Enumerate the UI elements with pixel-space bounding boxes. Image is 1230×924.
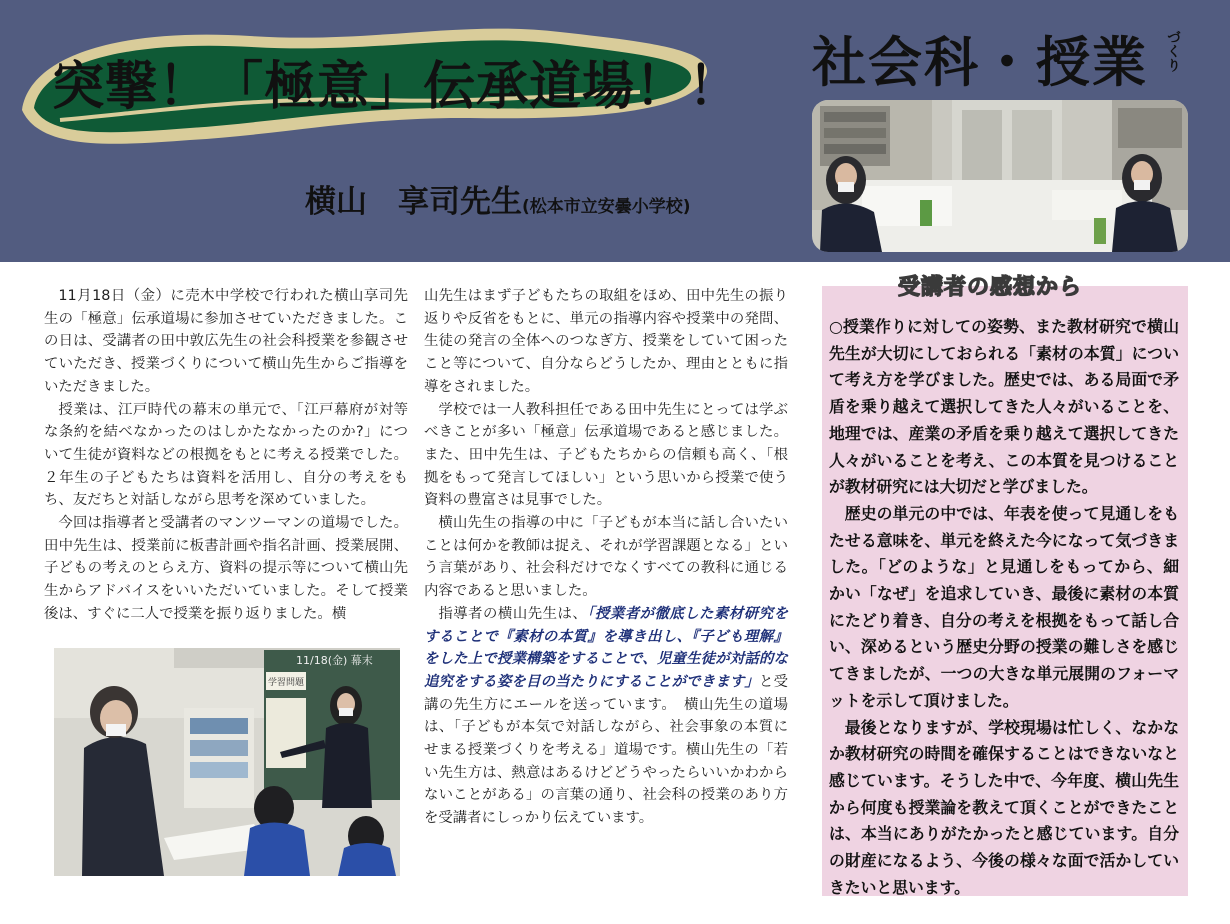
classroom-photo — [54, 648, 400, 876]
series-ruby: づくり — [1165, 30, 1181, 72]
article-paragraph: 今回は指導者と受講者のマンツーマンの道場でした。田中先生は、授業前に板書計画や指名計画、授業展開、子どもの考えのとらえ方、資料の提示等について横山先生からアドバイスをいいただいていました。そして授業後は、すぐに二人で授業を振り返りました。横 — [44, 515, 408, 622]
teacher-quote: 「授業者が徹底した素材研究をすることで『素材の本質』を導き出し、『子ども理解』をした上で授業構築をすることで、児童生徒が対話的な追究をする姿を目の当たりにすることができます」 — [424, 605, 788, 690]
board-date: 11/18(金) 幕末 — [296, 654, 373, 667]
impression-paragraph: 最後となりますが、学校現場は忙しく、なかなか教材研究の時間を確保することはできないなと感じています。そうした中で、今年度、横山先生から何度も授業論を教えて頂くことができたことは、本当にありがたかったと感じています。自分の財産になるよう、今後の様々な面で活かしていきたいと思います。 — [829, 717, 1179, 897]
article-column-1 — [44, 285, 408, 626]
article-paragraph: 授業は、江戸時代の幕末の単元で、「江戸幕府が対等な条約を結べなかったのはしかたなかったのか?」について生徒が資料などの根拠をもとに考える授業でした。２年生の子どもたちは資料を活用し、自分の考えをもち、友だちと対話しながら思考を深めていました。 — [44, 401, 408, 509]
impression-paragraph: ○授業作りに対しての姿勢、また教材研究で横山先生が大切にしておられる「素材の本質」について考え方を学びました。歴史では、ある局面で矛盾を乗り越えて選択してきた人々がいることを、地理では、産業の矛盾を乗り越えて選択してきた人々がいることを考え、この本質を見つけることが教材研究には大切だと学びました。 — [829, 317, 1179, 497]
teacher-school: (松本市立安曇小学校) — [522, 197, 691, 217]
quote-lead: 指導者の横山先生は、 — [438, 605, 588, 622]
page-title: 突撃！「極意」伝承道場！！ — [52, 57, 742, 117]
article-column-2 — [424, 285, 788, 830]
impressions-heading: 受講者の感想から — [898, 275, 1083, 300]
series-title: 社会科・授業 — [812, 31, 1148, 94]
quote-trail: と受講の先生方にエールを送っています。 横山先生の道場は、「子どもが本気で対話しながら、社会事象の本質にせまる授業づくりを考える」道場です。横山先生の「若い先生方は、熱意はあるけどどうやったらいいかわからないことがある」の言葉の通り、社会科の授業のあり方を受講者にしっかり伝えています。 — [424, 673, 788, 827]
impressions-text — [829, 314, 1179, 901]
impression-paragraph: 歴史の単元の中では、年表を使って見通しをもたせる意味を、単元を終えた今になって気づきました。「どのような」と見通しをもってから、細かい「なぜ」を追求していき、最後に素材の本質にたどり着き、自分の考えを根拠をもって話し合い、深めるという歴史分野の授業の難しさを感じてきましたが、一つの大きな単元展開のフォーマットを示して頂けました。 — [829, 503, 1179, 710]
article-paragraph: 11月18日（金）に売木中学校で行われた横山享司先生の「極意」伝承道場に参加させていただきました。この日は、受講者の田中敦広先生の社会科授業を参観させていただき、授業づくりについて横山先生からご指導をいただきました。 — [44, 288, 408, 395]
teacher-byline — [305, 176, 691, 221]
article-paragraph-continued: 山先生はまず子どもたちの取組をほめ、田中先生の振り返りや反省をもとに、単元の指導内容や授業中の発問、生徒の発言の全体へのつなぎ方、授業をしていて困ったこと等について、自分ならどうしたか、理由とともに指導をされました。 — [424, 288, 788, 395]
article-paragraph-quote — [424, 603, 788, 830]
article-paragraph: 横山先生の指導の中に「子どもが本当に話し合いたいことは何かを教師は捉え、それが学習課題となる」という言葉があり、社会科だけでなくすべての教科に通じる内容であると思いました。 — [424, 515, 788, 600]
meeting-photo — [812, 100, 1188, 252]
article-paragraph: 学校では一人教科担任である田中先生にとっては学ぶべきことが多い「極意」伝承道場であると感じました。また、田中先生は、子どもたちからの信頼も高く、「根拠をもって発言してほしい」という思いから授業で使う資料の豊富さは見事でした。 — [424, 401, 788, 509]
board-label: 学習問題 — [268, 678, 305, 688]
teacher-name: 横山 享司先生 — [305, 184, 522, 220]
